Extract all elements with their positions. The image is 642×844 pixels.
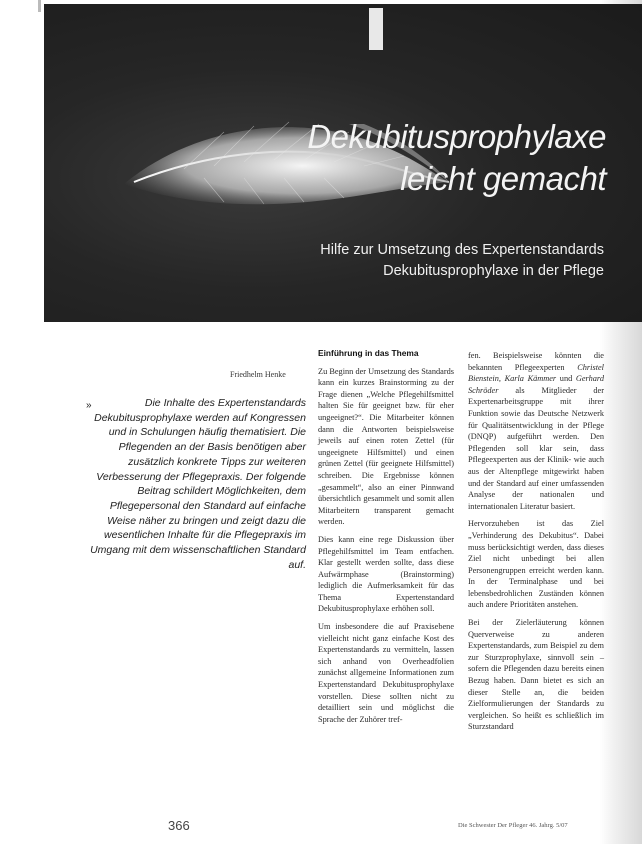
text-column-2 [468,350,604,739]
text-run: und [556,374,576,384]
hero-tab-marker [369,8,383,50]
article-subtitle-line1: Hilfe zur Umsetzung des Expertenstandards [320,242,604,258]
journal-reference: Die Schwester Der Pfleger 46. Jahrg. 5/07 [458,822,568,829]
text-run: als Mitglieder der Expertenarbeitsgruppe mit ihrer Funktion sowie das Deutsche Netzwerk für Qualitätsentwicklung in der Pflege (DNQP) aufgeführt werden. Den Pflegenden soll klar sein, dass Pflegeexperten aus der Klinik- wie auch aus der Altenpflege mitgewirkt haben und der Standard auf einer umfassenden Analyse der nationalen und internationalen Literatur basiert. [468,385,604,511]
expert-names: Christel Bienstein, Karla Kämmer [468,362,604,384]
crop-mark [38,0,41,12]
page-number: 366 [168,818,190,833]
body-paragraph: Zu Beginn der Umsetzung des Standards kann ein kurzes Brainstorming zu der Frage dienen „Welche Pflegehilfsmittel halten Sie für geeignet bzw. für eher ungeeignet?“. Die Mitarbeiter können dann die Antworten beispielsweise jeweils auf einen roten Zettel (für ungeeignete Hilfsmittel) und einen grünen Zettel (für geeignete Hilfsmittel) schreiben. Die Ergebnisse können „gesammelt“, also an einer Pinnwand übersichtlich gesammelt und somit allen Mitarbeitern transparent gemacht werden. [318,366,454,527]
body-paragraph: Dies kann eine rege Diskussion über Pflegehilfsmittel im Team entfachen. Klar gestellt werden sollte, dass diese Aufwärmphase (Brainstorming) lediglich die Aufmerksamkeit für das Thema Expertenstandard Dekubitusprophylaxe erhöhen soll. [318,534,454,614]
article-title [307,116,606,200]
expert-name: Gerhard Schröder [468,374,604,395]
article-title-line2: leicht gemacht [400,160,606,197]
hero-banner [44,4,642,322]
body-paragraph: Um insbesondere die auf Praxisebene vielleicht nicht ganz einfache Kost des Expertenstandards zu vermitteln, lassen sich anhand von Overheadfolien zunächst allgemeine Informationen zum Expertenstandard Dekubitusprophylaxe vorstellen. Diese sollten nicht zu detailliert sein und möglichst die Sprache der Zuhörer tref- [318,622,454,724]
body-paragraph: Bei der Zielerläuterung können Querverweise zu anderen Expertenstandards, zum Beispiel zu dem zur Sturzprophylaxe, sinnvoll sein – sofern die Pflegenden dazu bereits einen Bezug haben. Dann bietet es sich an dieser Stelle an, die beiden Zielformulierungen der Standards zu vergleichen. So heißt es schließlich im Sturzstandard [468,618,604,732]
body-paragraph [468,350,604,512]
text-run: fen. Beispielsweise könnten die bekannten Pflegeexperten [468,351,604,372]
article-title-line1: Dekubitusprophylaxe [307,118,606,155]
section-heading: Einführung in das Thema [318,348,419,358]
author-name: Friedhelm Henke [230,370,286,379]
lead-paragraph: Die Inhalte des Expertenstandards Dekubitusprophylaxe werden auf Kongressen und in Schulungen häufig thematisiert. Die Pflegenden an der Basis benötigen aber zusätzlich konkrete Tipps zur weiteren Verbesserung der Pflegepraxis. Der folgende Beitrag schildert Möglichkeiten, dem Pflegepersonal den Standard auf einfache Weise näher zu bringen und zeigt dazu die wesentlichen Inhalte für die Pflegepraxis im Umgang mit dem wissenschaftlichen Standard auf. [90,397,306,571]
body-paragraph: Hervorzuheben ist das Ziel „Verhinderung des Dekubitus“. Dabei muss berücksichtigt werden, dass dieses Ziel nicht unbedingt bei allen Personengruppen erreicht werden kann. In der Terminalphase und bei lebensbedrohlichen Zuständen können auch andere Prioritäten anstehen. [468,519,604,610]
text-column-1 [318,348,454,731]
quote-mark-icon: » [86,400,92,411]
article-subtitle-line2: Dekubitusprophylaxe in der Pflege [383,263,604,279]
article-subtitle [320,240,604,282]
